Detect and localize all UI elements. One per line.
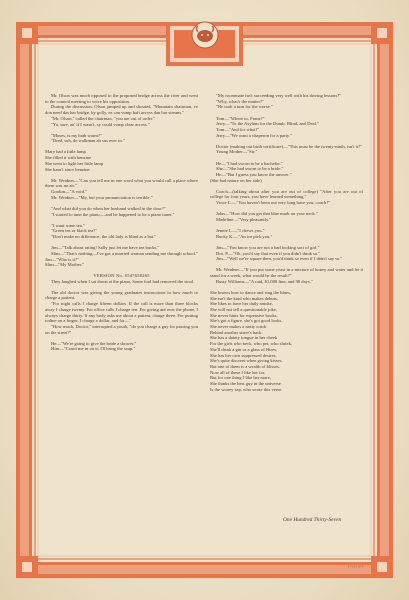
right-column-paragraph: Dot. P.—"Oh, you'd say that even if you didn't think so." [216, 250, 321, 256]
right-column-paragraph: "Why, what's the matter?" [216, 98, 264, 104]
left-column-paragraph: "Moses, is my bath warm?" [51, 132, 102, 138]
right-column-paragraph: Tom—"Where to, Franz?" [216, 115, 265, 121]
left-column-paragraph: She went to light her little lamp [45, 160, 104, 166]
left-column-paragraph: "For night calls I charge fifteen dollars. If the call is more than three blocks away I charge twenty. For office calls I charge ten. For giving aid over the phone, I always charge thirty. If any body asks me about a patient, charge three. For putting iodine on a finger, I charge a dollar, and for—" [45, 301, 198, 324]
right-column-paragraph: She will not tell a questionable joke, [210, 306, 277, 312]
footnote: I-N-D-N-T [348, 565, 364, 569]
left-column-paragraph: "Green tea or black tea?" [51, 228, 98, 234]
left-column-paragraph: They laughed when I sat down at the piano, Some fool had removed the stool. [51, 278, 195, 284]
right-column-paragraph: She likes to have her daily smoke, [210, 301, 273, 307]
right-column-paragraph: For the girls who neck, who pet, who shriek, [210, 341, 293, 347]
right-column-paragraph: She—"She had sworn to be a bride." [216, 166, 284, 172]
left-column-paragraph: Him—"Count me in on it; I'll bring the soap." [51, 346, 136, 352]
left-column-paragraph: Mr. Weidner—"Can you tell me in one word what you would call a place where there was no air." [45, 177, 198, 189]
right-column-paragraph: She thinks the best guy in the universe [210, 381, 281, 387]
right-column-paragraph: She has her own suppressed desires, [210, 352, 277, 358]
right-column-paragraph: Rusty Williams—"A raid, $1,000 fine, and 90 days." [216, 278, 313, 284]
right-column-paragraph: But for one thing I like her more, [210, 375, 271, 381]
left-column-paragraph: Jim—"Talk about rating! Sally just let me have ten bucks." [51, 245, 160, 251]
right-column-paragraph: Bucky K.—"An ice pick you." [216, 233, 273, 239]
left-column-paragraph: "Don't make no difference, the old lady is blind as a bat." [51, 234, 157, 240]
buffalo-crest-icon [190, 20, 220, 50]
left-column-paragraph: Mr. Olson was much opposed to the proposed bridge across the river and went to the council meeting to voice his opposition. [45, 93, 198, 104]
left-column-paragraph: "I want some tea." [51, 222, 85, 228]
right-column-paragraph: Behind another sister's back. [210, 329, 263, 335]
left-column-paragraph: "And what did you do when her husband walked in the door?" [51, 205, 166, 211]
right-column-paragraph: "He took a turn for the worse." [216, 104, 273, 110]
right-column-paragraph: She has a dainty tongue in her cheek [210, 335, 278, 341]
right-column-paragraph: Jim—"Well we're square then, you'd think so even if I didn't say so." [216, 256, 343, 262]
page-number: One Hundred Thirty-Seven [283, 517, 342, 523]
left-column-paragraph: "Ya, sure, an' if I wasn't, sy could vomp clear across." [51, 121, 150, 127]
right-column-paragraph: He—"I had sworn to be a bachelor." [216, 160, 283, 166]
left-column-paragraph: Mary had a little lamp [45, 149, 86, 155]
right-column-paragraph: "My roommate isn't succeeding very well with his driving lessons?" [216, 93, 342, 98]
left-column-paragraph: The old doctor was giving the young graduates instructions in how much to charge a patient. [45, 289, 198, 301]
left-column-heading: VERSION No. 6547658265 [93, 272, 150, 278]
left-column-paragraph: Slim—"My Mother." [45, 262, 84, 268]
right-column-paragraph: John—"How did you get that blue mark on your neck." [216, 211, 318, 217]
left-column-paragraph: "Dred, suh, de walkman ah sus ever in." [51, 138, 125, 144]
right-column-paragraph: She never makes a nasty crack [210, 324, 267, 330]
left-column-paragraph: Slim—"That's nothing—I've got a married woman sending me through school." [51, 250, 198, 256]
left-column-paragraph: During the discussion, Olson jumped up and shouted, "Mountain shairman, ve don need das har bridge, by golly, ez can vump haft across dan har stream." [45, 104, 198, 116]
left-column-paragraph: She filled it with benzine [45, 155, 92, 161]
right-column-paragraph: She's got a figure, she's got good looks, [210, 318, 283, 324]
left-column-paragraph: He—"We're going to give the bride a shower." [51, 340, 137, 346]
left-column [45, 93, 198, 563]
right-column-paragraph: Now all of these I like her for, [210, 369, 266, 375]
right-column-paragraph: (She had nature on her side) [210, 177, 262, 183]
right-column [210, 93, 363, 513]
right-column-paragraph: She never hints for expensive books, [210, 312, 278, 318]
right-column-paragraph: Young Mother—"Sir." [216, 149, 258, 155]
left-column-paragraph: "Mr. Olson," called the chairman, "you are out of order." [51, 115, 156, 121]
left-column-paragraph: She hasn't since benzine. [45, 166, 91, 172]
right-column-paragraph: Jerry—"To the Asylum for the Dumb, Blind, and Deaf." [216, 121, 320, 127]
right-column-paragraph: Mr. Weidner—"If you put some yeast in a mixture of honey and water and let it stand for a week, what would be the result?" [210, 267, 363, 278]
right-column-paragraph: Vince L.—"You haven't been out very long have you, coach?" [216, 200, 331, 206]
left-column-paragraph: Gordon—"A void." [51, 189, 87, 195]
left-column-paragraph: "I started to tune the piano,—and he happened to be a piano tuner." [51, 211, 175, 217]
left-column-paragraph: "How much, Doctor," interrupted a youth, "do you charge a guy for passing you on the street?" [45, 323, 198, 335]
right-column-paragraph: She'll drink a gin or a glass of Hires, [210, 346, 278, 352]
right-column-paragraph: Jerry—"We want a chaperon for a party." [216, 132, 292, 138]
right-column-paragraph: She isn't the kind who makes debuts, [210, 295, 278, 301]
right-column-paragraph: Doctor (making out birth certificate)—"This must be the twenty-ninth, isn't it?" [216, 143, 363, 149]
right-column-paragraph: Tom—"And for what?" [216, 126, 260, 132]
right-column-paragraph: Jennie L.—"I chews you." [216, 228, 265, 233]
right-column-paragraph: She's quite discreet when giving kisses, [210, 358, 283, 364]
right-column-paragraph: But one of them is a wealth of blisses. [210, 363, 281, 369]
right-column-paragraph: Jim—"You know you are not a bad looking sort of girl." [216, 244, 320, 250]
right-column-paragraph: She knows how to dance and sing the blues, [210, 289, 292, 295]
right-column-paragraph: He—"But I guess you know the answer." [216, 171, 292, 177]
right-column-paragraph: Is the wooey sap, who wrote this verse. [210, 386, 283, 392]
left-column-paragraph: Jim—"Who is it?" [45, 256, 79, 262]
right-column-paragraph: Madeline—"Very pleasantly." [216, 216, 271, 222]
right-column-paragraph: Coach—(talking about after you are out of college) "After you are out of college for four years, you have learned something." [210, 188, 363, 200]
left-column-paragraph: Mr. Weidner—"My, but your pronunciation is terrible." [51, 194, 153, 200]
